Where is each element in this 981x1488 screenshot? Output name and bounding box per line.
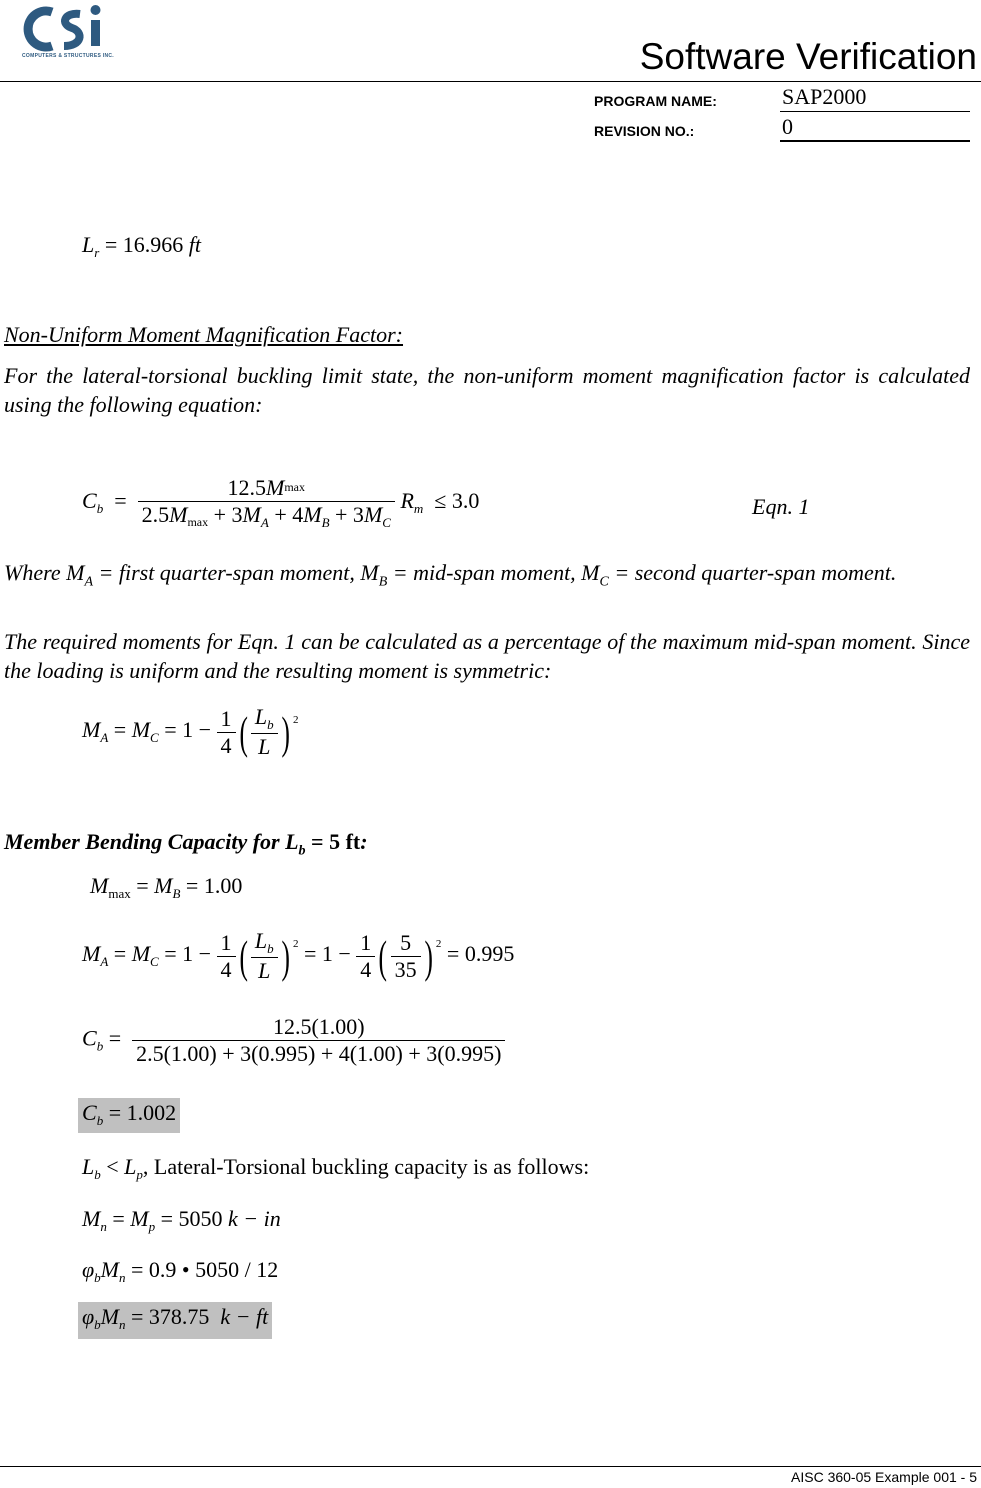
lr-symbol: L (82, 232, 95, 257)
section-heading-bending-capacity: Member Bending Capacity for $L_b = 5$ ft: (4, 829, 368, 859)
revision-no-underline (780, 140, 970, 142)
revision-no-label: REVISION NO.: (594, 123, 695, 139)
required-moments-text: The required moments for Eqn. 1 can be calculated as a percentage of the maximum mid-span moment. Since the loading is uniform and the resulting moment is symmetric: (4, 629, 970, 683)
phi-mn-calc-equation: $\varphi_bM_n = 0.9$ • 5050 / 12 (82, 1257, 279, 1285)
cb-general-equation: $C_b$ = $\frac{12.5Mmax}{2.5Mmax + 3M_A + 4M_B + 3M_C}$ $R_m \le 3.0$ (82, 475, 480, 530)
ma-mc-general-equation: $M_A = M_C = 1$ − $\frac{1}{4}$ ( $\frac{L_b}{L}$ ) $^2$ (82, 704, 299, 759)
cb-result-highlight: $C_b = 1.002$ (78, 1098, 180, 1133)
page-title: Software Verification (639, 36, 977, 77)
ltb-text: , Lateral-Torsional buckling capacity is as follows: (142, 1154, 590, 1179)
lr-unit: ft (188, 232, 201, 257)
phi-result: 378.75 (148, 1304, 210, 1329)
mn-equation: $M_n = M_p = 5050$ k − in (82, 1206, 281, 1234)
magnification-intro: For the lateral-torsional buckling limit state, the non-uniform moment magnification factor is calculated using the following equation: (4, 363, 970, 417)
phi-mn-result-highlight: $\varphi_bM_n = 378.75$ k − ft (78, 1302, 272, 1339)
ma-mc-numeric-equation: $M_A = M_C = 1$ − $\frac{1}{4}$ ( $\frac{L_b}{L}$ ) $^2$ = 1 − $\frac{1}{4}$ ( $\frac{5}{35}$ ) $^2$ = 0.995 (82, 928, 515, 983)
logo-subtext: COMPUTERS & STRUCTURES INC. (22, 53, 114, 59)
cb-fraction: $\frac{12.5Mmax}{2.5Mmax + 3M_A + 4M_B + 3M_C}$ (138, 475, 395, 531)
cb-result: 1.002 (126, 1100, 177, 1125)
lr-value: = 16.966 (104, 232, 184, 257)
mmax-result: 1.00 (203, 873, 243, 898)
program-name-underline (780, 111, 970, 112)
ma-result: 0.995 (464, 941, 515, 967)
footer-rule (0, 1466, 981, 1467)
revision-no-value: 0 (782, 114, 793, 139)
footer-text: AISC 360-05 Example 001 - 5 (791, 1469, 977, 1485)
mmax-equation: $M_{max} = M_B = 1.00$ (90, 873, 243, 901)
where-definitions: Where $M_A$ = first quarter-span moment, $M_B$ = mid-span moment, $M_C$ = second quarter-span moment. (4, 560, 897, 590)
eqn-1-label: Eqn. 1 (752, 494, 810, 519)
ltb-condition: $L_b < L_p$, Lateral-Torsional buckling capacity is as follows: (82, 1154, 590, 1182)
program-name-value: SAP2000 (782, 84, 867, 109)
phi-unit: k − ft (220, 1304, 269, 1329)
header-rule (0, 81, 981, 82)
cb-numeric-equation: $C_b$ = $\frac{12.5(1.00)}{2.5(1.00) + 3(0.995) + 4(1.00) + 3(0.995)}$ (82, 1014, 505, 1067)
lr-equation (82, 232, 201, 261)
lr-subscript: r (94, 245, 100, 260)
program-name-label: PROGRAM NAME: (594, 93, 717, 109)
phi-calc: 0.9 • 5050 / 12 (148, 1257, 279, 1282)
mn-value: 5050 (178, 1206, 223, 1231)
mn-unit: k − in (228, 1206, 281, 1231)
section-heading-magnification: Non-Uniform Moment Magnification Factor: (4, 322, 404, 347)
